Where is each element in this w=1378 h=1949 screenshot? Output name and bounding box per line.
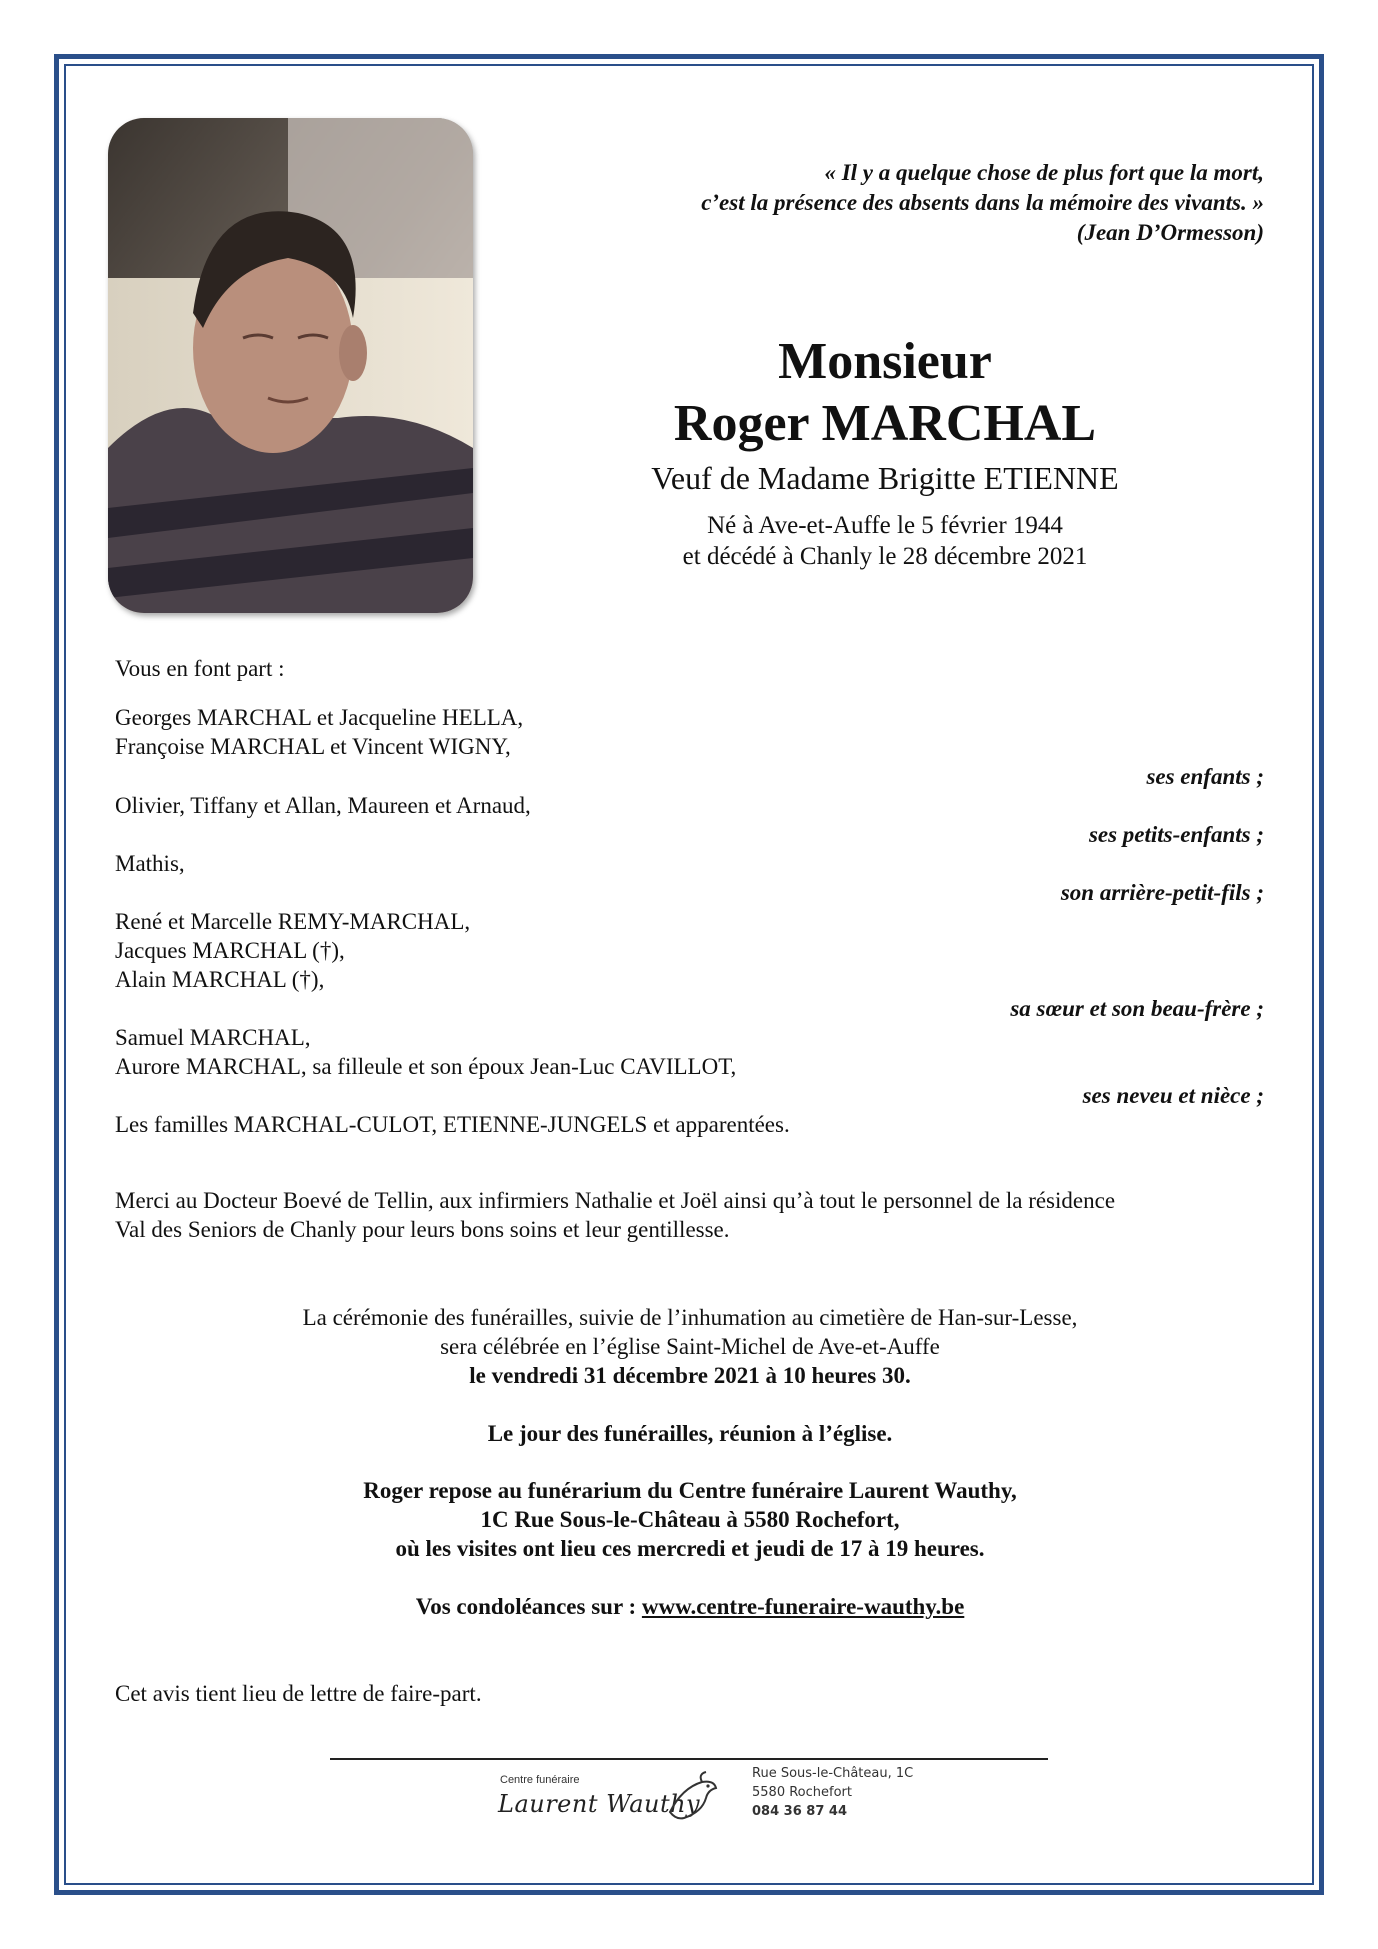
civility: Monsieur — [778, 333, 992, 390]
nephews-line-2: Aurore MARCHAL, sa filleule et son époux Jean-Luc CAVILLOT, — [115, 1054, 737, 1079]
widow-line: Veuf de Madame Brigitte ETIENNE — [651, 460, 1119, 496]
ceremony-block — [115, 1303, 1265, 1390]
great-grandchild-line: Mathis, — [115, 851, 185, 876]
grandchildren-line: Olivier, Tiffany et Allan, Maureen et Arnaud, — [115, 793, 531, 818]
rest-line-3: où les visites ont lieu ces mercredi et jeudi de 17 à 19 heures. — [395, 1536, 985, 1561]
grandchildren-relation: ses petits-enfants ; — [1088, 822, 1264, 847]
death-line: et décédé à Chanly le 28 décembre 2021 — [682, 543, 1088, 570]
condolences-line — [115, 1592, 1265, 1621]
quote-author: (Jean D’Ormesson) — [1076, 220, 1264, 245]
logo-script-text: Laurent Wauthy — [498, 1790, 701, 1818]
birth-line: Né à Ave-et-Auffe le 5 février 1944 — [707, 512, 1063, 539]
gathering-line: Le jour des funérailles, réunion à l’église. — [487, 1421, 893, 1446]
portrait-photo — [108, 118, 473, 613]
children-relation: ses enfants ; — [1146, 764, 1264, 789]
rest-line-1: Roger repose au funérarium du Centre funéraire Laurent Wauthy, — [363, 1478, 1017, 1503]
logo-small-text: Centre funéraire — [500, 1774, 580, 1786]
condolences-label: Vos condoléances sur : — [415, 1594, 642, 1619]
ceremony-date: le vendredi 31 décembre 2021 à 10 heures 30. — [469, 1363, 911, 1388]
address-city: 5580 Rochefort — [752, 1785, 852, 1800]
siblings-line-2: Jacques MARCHAL (†), — [115, 938, 345, 963]
deceased-header — [555, 332, 1215, 572]
rest-block — [115, 1476, 1265, 1563]
footer-address — [752, 1764, 913, 1821]
address-street: Rue Sous-le-Château, 1C — [752, 1766, 914, 1781]
ceremony-line-2: sera célébrée en l’église Saint-Michel de Ave-et-Auffe — [440, 1334, 940, 1359]
dove-icon — [662, 1768, 722, 1828]
nephews-relation: ses neveu et nièce ; — [1082, 1083, 1264, 1108]
closing-line: Cet avis tient lieu de lettre de faire-part. — [115, 1681, 482, 1706]
great-grandchild-relation: son arrière-petit-fils ; — [1060, 880, 1264, 905]
families-line: Les familles MARCHAL-CULOT, ETIENNE-JUNGELS et apparentées. — [115, 1112, 790, 1137]
siblings-relation: sa sœur et son beau-frère ; — [1010, 996, 1264, 1021]
deceased-name: Roger MARCHAL — [673, 395, 1097, 452]
funeral-home-logo — [490, 1766, 730, 1832]
rest-line-2: 1C Rue Sous-le-Château à 5580 Rochefort, — [480, 1507, 900, 1532]
siblings-line-3: Alain MARCHAL (†), — [115, 967, 325, 992]
address-phone: 084 36 87 44 — [752, 1804, 847, 1819]
thanks-line-1: Merci au Docteur Boevé de Tellin, aux infirmiers Nathalie et Joël ainsi qu’à tout le personnel de la résidence — [115, 1188, 1116, 1213]
siblings-line-1: René et Marcelle REMY-MARCHAL, — [115, 909, 471, 934]
children-line-1: Georges MARCHAL et Jacqueline HELLA, — [115, 705, 524, 730]
family-intro: Vous en font part : — [115, 656, 285, 681]
children-line-2: Françoise MARCHAL et Vincent WIGNY, — [115, 734, 511, 759]
nephews-line-1: Samuel MARCHAL, — [115, 1025, 311, 1050]
epigraph-quote — [504, 158, 1264, 248]
quote-line-1: « Il y a quelque chose de plus fort que la mort, — [824, 160, 1264, 185]
footer-divider — [330, 1758, 1048, 1760]
ceremony-line-1: La cérémonie des funérailles, suivie de l’inhumation au cimetière de Han-sur-Lesse, — [302, 1305, 1078, 1330]
condolences-link[interactable]: www.centre-funeraire-wauthy.be — [641, 1594, 965, 1619]
quote-line-2: c’est la présence des absents dans la mémoire des vivants. » — [701, 190, 1264, 215]
thanks-line-2: Val des Seniors de Chanly pour leurs bons soins et leur gentillesse. — [115, 1217, 730, 1242]
